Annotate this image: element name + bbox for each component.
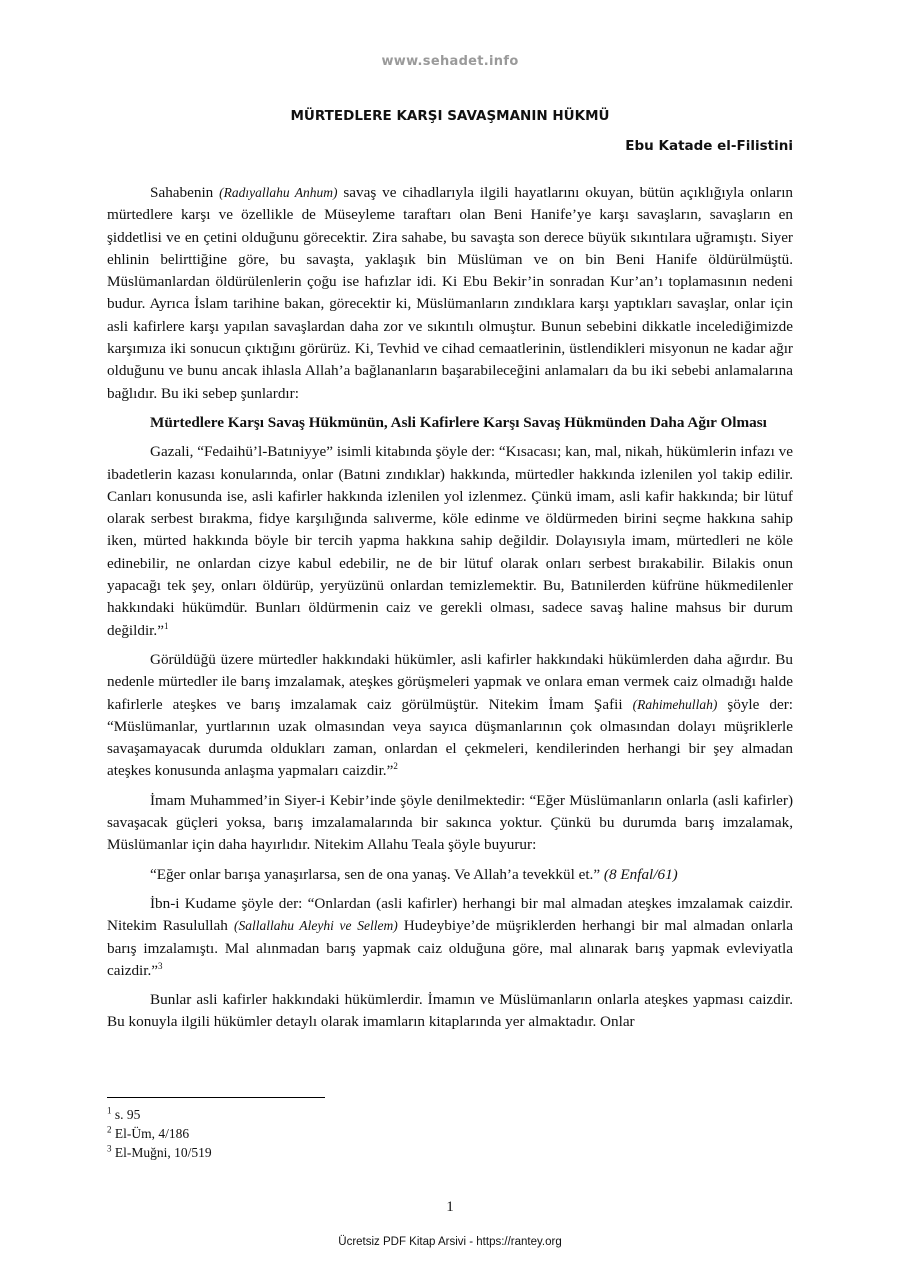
document-body [107, 182, 793, 1041]
paragraph-4: İmam Muhammed’in Siyer-i Kebir’inde şöyle denilmektedir: “Eğer Müslümanların onlarla (asli kafirler) savaşacak güçleri yoksa, barış imzalamalarında bir sakınca yoktur. Çünkü bu durumda barış imzalamak, Müslümanlar için daha hayırlıdır. Nitekim Allahu Teala şöyle buyurur: [107, 791, 793, 854]
footnote-ref-1[interactable]: 1 [163, 620, 169, 631]
footnote-divider [107, 1097, 325, 1098]
paragraph-2: Gazali, “Fedaihü’l-Batıniyye” isimli kitabında şöyle der: “Kısacası; kan, mal, nikah, hükümlerin infazı ve ibadetlerin kazası konularında, onlar (Batıni zındıklar) hakkında, mürtedler hakkında izlenilen yol takip edilir. Canları konusunda ise, asli kafirler hakkında izlenilen yol izlenmez. Çünkü imam, asli kafir hakkında; bir lütuf olarak serbest bırakma, fidye karşılığında salıverme, köle edinme ve öldürmeden birini seçme hakkına sahip iken, mürted hakkında böyle bir tercih yapma hakkına sahip değildir. Dolayısıyla imam, mürtedleri ne köle edinebilir, ne onlardan cizye kabul edebilir, ne de bir lütuf olarak onları serbest bırakabilir. Bilakis onun yapacağı tek şey, onları öldürüp, yeryüzünü onlardan temizlemektir. Bu, Batınilerden küfrüne hükmedilenler hakkındaki hükümdür. Bunları öldürmenin caiz ve gerekli olması, sadece savaş haline mahsus bir durum değildir.”$^1$ [107, 443, 793, 639]
site-watermark: www.sehadet.info [381, 54, 519, 69]
author-name: Ebu Katade el-Filistini [625, 138, 793, 154]
footer-text: Ücretsiz PDF Kitap Arsivi - https://rantey.org [338, 1236, 562, 1248]
footnote-ref-3[interactable]: 3 [158, 960, 163, 971]
footnote-ref-2[interactable]: 2 [393, 761, 398, 772]
quote-verse: “Eğer onlar barışa yanaşırlarsa, sen de ona yanaş. Ve Allah’a tevekkül et.” (8 Enfal/61) [150, 865, 678, 883]
paragraph-1: Sahabenin (Radıyallahu Anhum) savaş ve cihadlarıyla ilgili hayatlarını okuyan, bütün açıklığıyla onların mürtedlere karşı ve özellikle de Müseyleme taraftarı olan Beni Hanife’ye karşı savaşların, savaşların en şiddetlisi ve en çetini olduğunu görecektir. Zira sahabe, bu savaşta son derece büyük sıkıntılara uğramıştı. Siyer ehlinin belirttiğine göre, bu savaşta, yaklaşık bin Müslüman ve on bin Beni Hanife öldürülmüştü. Müslümanlardan öldürülenlerin çoğu ise hafızlar idi. Ki Ebu Bekir’in sonradan Kur’an’ı toplamasının nedeni budur. Ayrıca İslam tarihine bakan, görecektir ki, Müslümanların zındıklara karşı yaptıkları savaşlar, onlar için asli kafirlere karşı yapılan savaşlardan daha zor ve sıkıntılı olmuştur. Bunun sebebini dikkatle incelediğimizde karşımıza iki sonucun çıktığını görürüz. Ki, Tevhid ve cihad cemaatlerinin, üstlendikleri misyonun ne kadar ağır olduğunu ve bunu ancak ihlasla Allah’a bağlananların başarabileceğini anlamaları da bu iki sebebi anlamalarına bağlıdır. Bu iki sebep şunlardır: [107, 184, 794, 402]
footnote-1: $^1$ s. 95 [107, 1105, 141, 1122]
footnote-3: $^3$ El-Muğni, 10/519 [107, 1143, 212, 1160]
footnote-2: $^2$ El-Üm, 4/186 [107, 1124, 190, 1141]
paragraph-6: İbn-i Kudame şöyle der: “Onlardan (asli kafirler) herhangi bir mal almadan ateşkes imzalamak caizdir. Nitekim Rasulullah (Sallallahu Aleyhi ve Sellem) Hudeybiye’de müşriklerden herhangi bir mal almadan onlarla barış imzalamıştı. Mal alınmadan barış yapmak caiz olduğuna göre, mal alınarak barış yapmak evleviyatla caizdir.”$^3$ [107, 894, 793, 979]
page-number: 1 [446, 1199, 454, 1215]
section-heading: Mürtedlere Karşı Savaş Hükmünün, Asli Kafirlere Karşı Savaş Hükmünden Daha Ağır Olması [150, 413, 767, 431]
footnotes [107, 1105, 212, 1162]
document-title: MÜRTEDLERE KARŞI SAVAŞMANIN HÜKMÜ [290, 108, 610, 124]
paragraph-3: Görüldüğü üzere mürtedler hakkındaki hükümler, asli kafirler hakkındaki hükümlerden daha ağırdır. Bu nedenle mürtedler ile barış imzalamak, ateşkes görüşmeleri yapmak ve onlara eman vermek caiz olmadığı halde kafirlerle ateşkes ve barış imzalamak caiz görülmüştür. Nitekim İmam Şafii (Rahimehullah) şöyle der: “Müslümanlar, yurtlarının uzak olmasından veya sayıca düşmanlarının çok olmasından dolayı müşriklerle savaşamayacak durumda oldukları zaman, onlardan el çekmeleri, kendilerinden herhangi bir şey almadan ateşkes konusunda anlaşma yapmaları caizdir.”$^2$ [107, 650, 793, 780]
paragraph-7: Bunlar asli kafirler hakkındaki hükümlerdir. İmamın ve Müslümanların onlarla ateşkes yapması caizdir. Bu konuyla ilgili hükümler detaylı olarak imamların kitaplarında yer almaktadır. Onlar [107, 991, 793, 1031]
